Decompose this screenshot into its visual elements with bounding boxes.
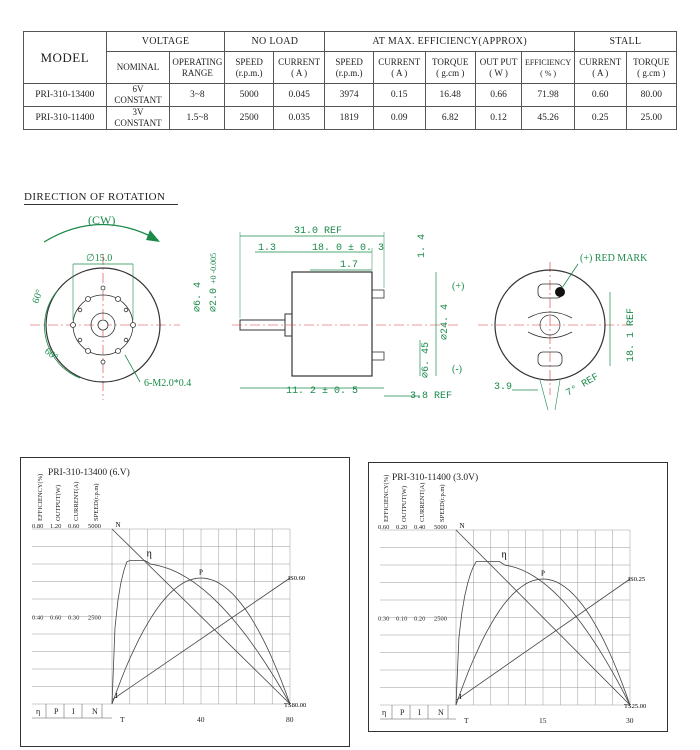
rear-ref7: 7° REF (564, 371, 602, 400)
x-tick: T (120, 715, 125, 724)
sub-me-eff: EFFICIENCY ( % ) (522, 52, 575, 84)
cell-me-eff: 71.98 (522, 84, 575, 107)
axis-mid-value: 0.30 (378, 615, 390, 623)
sub-me-torque: TORQUE ( g.cm ) (425, 52, 475, 84)
axis-top-value: 0.20 (396, 524, 408, 531)
label-ts: TS25.00 (624, 703, 647, 710)
cell-me-output: 0.12 (475, 107, 521, 130)
col-no-load: NO LOAD (225, 32, 325, 52)
cell-model: PRI-310-11400 (24, 107, 107, 130)
axis-top-value: 0.80 (32, 523, 44, 530)
label-eta: η (146, 548, 152, 560)
cell-me-current: 0.15 (373, 84, 425, 107)
label-ts: TS80.00 (284, 702, 307, 709)
cell-range: 1.5~8 (170, 107, 225, 130)
side-d18: 18. 0 ± 0. 3 (312, 243, 385, 254)
red-mark-dot (555, 287, 565, 297)
front-view (30, 253, 191, 400)
rotation-title: DIRECTION OF ROTATION (24, 191, 166, 203)
sub-nl-current: CURRENT ( A ) (273, 52, 325, 84)
legend-item: η (382, 708, 387, 717)
cell-me-output: 0.66 (475, 84, 521, 107)
side-d112: 11. 2 ± 0. 5 (286, 386, 359, 397)
x-tick: 40 (197, 715, 205, 724)
axis-top-value: 0.60 (68, 523, 80, 530)
cell-range: 3~8 (170, 84, 225, 107)
label-i: I (459, 693, 462, 701)
rear-red-mark: (+) RED MARK (580, 253, 648, 264)
side-minus: (-) (452, 364, 462, 375)
sub-st-current: CURRENT ( A ) (574, 52, 626, 84)
x-tick: 15 (539, 716, 547, 725)
cw-label: (CW) (88, 213, 116, 227)
cell-me-eff: 45.26 (522, 107, 575, 130)
axis-label: CURRENT(A) (73, 481, 80, 521)
axis-top-value: 5000 (434, 524, 447, 531)
x-tick: T (464, 716, 469, 725)
label-n: N (115, 521, 121, 529)
cell-nl-speed: 5000 (225, 84, 273, 107)
cell-nominal: 6V CONSTANT (106, 84, 170, 107)
motor-drawings (0, 200, 700, 440)
table-row (24, 84, 677, 107)
cell-me-torque: 6.82 (425, 107, 475, 130)
side-shaft64: ∅6. 4 (193, 281, 204, 312)
side-d14: 1. 4 (417, 233, 428, 258)
graph-title: PRI-310-13400 (6.V) (48, 468, 130, 478)
axis-label: OUTPUT(W) (401, 485, 408, 522)
sub-nl-speed: SPEED (r.p.m.) (225, 52, 273, 84)
label-p: P (199, 568, 203, 577)
sub-me-current: CURRENT ( A ) (373, 52, 425, 84)
cell-nl-current: 0.045 (273, 84, 325, 107)
side-shaft2: ∅2.0 (209, 287, 220, 312)
cell-me-speed: 3974 (325, 84, 373, 107)
cell-st-torque: 80.00 (626, 84, 676, 107)
axis-mid-value: 2500 (434, 615, 447, 623)
graph-title: PRI-310-11400 (3.0V) (392, 473, 479, 483)
sub-nominal: NOMINAL (106, 52, 170, 84)
side-ref31: 31.0 REF (294, 226, 343, 237)
legend-item: N (92, 707, 98, 716)
spec-table (23, 31, 677, 130)
axis-mid-value: 0.40 (32, 614, 44, 622)
axis-mid-value: 2500 (88, 614, 101, 622)
front-angle-60b: 60° (42, 345, 60, 364)
label-p: P (541, 569, 545, 578)
side-d645: ∅6. 45 (421, 341, 432, 378)
cw-arrow (44, 213, 160, 242)
cell-st-torque: 25.00 (626, 107, 676, 130)
cell-me-torque: 16.48 (425, 84, 475, 107)
cell-me-current: 0.09 (373, 107, 425, 130)
axis-mid-value: 0.20 (414, 615, 426, 623)
table-row (24, 107, 677, 130)
side-d17: 1.7 (340, 260, 359, 271)
legend-item: η (36, 707, 41, 716)
side-view (193, 226, 464, 402)
sub-me-speed: SPEED (r.p.m.) (325, 52, 373, 84)
sub-me-output: OUT PUT ( W ) (475, 52, 521, 84)
col-voltage: VOLTAGE (106, 32, 225, 52)
front-holes: 6-M2.0*0.4 (144, 378, 192, 389)
axis-top-value: 0.40 (414, 524, 426, 531)
side-d13: 1.3 (258, 243, 277, 254)
x-tick: 30 (626, 716, 634, 725)
label-i: I (115, 692, 118, 700)
side-tol: +0 -0.005 (209, 252, 218, 284)
cell-st-current: 0.25 (574, 107, 626, 130)
sub-op-range: OPERATING RANGE (170, 52, 225, 84)
sub-st-torque: TORQUE ( g.cm ) (626, 52, 676, 84)
axis-label: EFFICIENCY(%) (37, 473, 44, 521)
col-stall: STALL (574, 32, 676, 52)
axis-mid-value: 0.60 (50, 614, 62, 622)
legend-item: P (54, 707, 59, 716)
front-d15: ∅15.0 (86, 253, 113, 264)
graph-13400 (20, 457, 350, 747)
legend-item: I (418, 708, 421, 717)
axis-mid-value: 0.10 (396, 615, 408, 623)
cell-nominal: 3V CONSTANT (106, 107, 170, 130)
axis-label: SPEED(r.p.m) (93, 483, 100, 521)
rear-d39: 3.9 (494, 382, 513, 393)
col-model: MODEL (24, 32, 107, 84)
axis-top-value: 0.60 (378, 524, 390, 531)
axis-label: OUTPUT(W) (55, 484, 62, 521)
axis-mid-value: 0.30 (68, 614, 80, 622)
label-eta: η (501, 549, 507, 561)
axis-label: SPEED(r.p.m) (439, 484, 446, 522)
legend-item: P (400, 708, 405, 717)
cell-model: PRI-310-13400 (24, 84, 107, 107)
side-ref38: 3.8 REF (410, 391, 453, 402)
axis-top-value: 1.20 (50, 523, 62, 530)
x-tick: 80 (286, 715, 294, 724)
side-d244: ∅24. 4 (440, 303, 451, 340)
rear-view (478, 253, 648, 410)
front-angle-60a: 60° (30, 288, 46, 306)
cell-nl-speed: 2500 (225, 107, 273, 130)
legend-item: N (438, 708, 444, 717)
label-is: IS0.25 (628, 576, 646, 583)
axis-label: EFFICIENCY(%) (383, 474, 390, 522)
cell-st-current: 0.60 (574, 84, 626, 107)
axis-top-value: 5000 (88, 523, 101, 530)
cell-nl-current: 0.035 (273, 107, 325, 130)
cell-me-speed: 1819 (325, 107, 373, 130)
graph-11400 (368, 462, 668, 732)
legend-item: I (72, 707, 75, 716)
label-n: N (459, 522, 465, 530)
axis-label: CURRENT(A) (419, 482, 426, 522)
rear-ref181: 18. 1 REF (626, 307, 637, 362)
label-is: IS0.60 (288, 575, 306, 582)
side-plus: (+) (452, 281, 465, 292)
col-max-eff: AT MAX. EFFICIENCY(APPROX) (325, 32, 574, 52)
